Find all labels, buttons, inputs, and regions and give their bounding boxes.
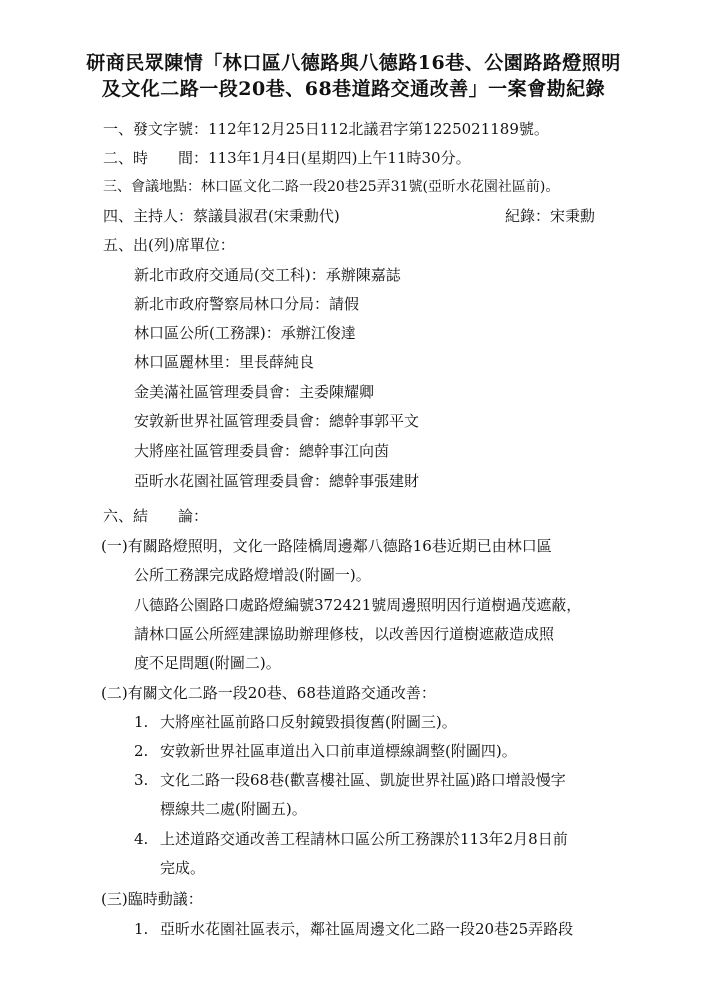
list-item-text: 文化二路一段68巷(歡喜樓社區、凱旋世界社區)路口增設慢字 [160, 771, 566, 789]
section-1-line: 度不足問題(附圖二)。 [134, 654, 281, 672]
item-time: 二、時 間：113年1月4日(星期四)上午11時30分。 [103, 149, 471, 167]
section-3-heading: (三)臨時動議： [101, 890, 203, 908]
section-1-line: 公所工務課完成路燈增設(附圖一)。 [134, 566, 371, 584]
attendee-item: 亞昕水花園社區管理委員會：總幹事張建財 [134, 472, 420, 490]
list-item-text: 亞昕水花園社區表示，鄰社區周邊文化二路一段20巷25弄路段 [160, 920, 574, 938]
item-attendees-heading: 五、出(列)席單位： [103, 236, 235, 254]
item-recorder: 紀錄：宋秉勳 [505, 207, 596, 225]
list-number: 3. [134, 771, 149, 789]
document-title-line-1: 研商民眾陳情「林口區八德路與八德路16巷、公園路路燈照明 [86, 52, 621, 74]
attendee-item: 新北市政府交通局(交工科)：承辦陳嘉誌 [134, 266, 401, 284]
list-item-text: 完成。 [160, 859, 206, 877]
attendee-item: 大將座社區管理委員會：總幹事江向茵 [134, 442, 390, 460]
list-number: 1. [134, 920, 149, 938]
attendee-item: 安敦新世界社區管理委員會：總幹事郭平文 [134, 412, 420, 430]
item-host: 四、主持人：蔡議員淑君(宋秉勳代) [103, 207, 340, 225]
attendee-item: 林口區麗林里：里長薛純良 [134, 353, 315, 371]
section-1-line: (一)有關路燈照明，文化一路陸橋周邊鄰八德路16巷近期已由林口區 [101, 537, 552, 555]
list-item-text: 上述道路交通改善工程請林口區公所工務課於113年2月8日前 [160, 830, 568, 848]
list-item-text: 標線共二處(附圖五)。 [160, 800, 307, 818]
list-item-text: 大將座社區前路口反射鏡毀損復舊(附圖三)。 [160, 713, 457, 731]
item-location: 三、會議地點：林口區文化二路一段20巷25弄31號(亞昕水花園社區前)。 [103, 179, 560, 195]
document-title-line-2: 及文化二路一段20巷、68巷道路交通改善」一案會勘紀錄 [101, 78, 606, 100]
list-number: 1. [134, 713, 149, 731]
section-1-line: 八德路公園路口處路燈編號372421號周邊照明因行道樹過茂遮蔽， [134, 596, 582, 614]
section-1-line: 請林口區公所經建課協助辦理修枝，以改善因行道樹遮蔽造成照 [134, 625, 555, 643]
attendee-item: 新北市政府警察局林口分局：請假 [134, 295, 360, 313]
list-item-text: 安敦新世界社區車道出入口前車道標線調整(附圖四)。 [160, 742, 517, 760]
attendee-item: 金美滿社區管理委員會：主委陳耀卿 [134, 383, 375, 401]
conclusion-heading: 六、結 論： [103, 507, 209, 525]
item-doc-number: 一、發文字號：112年12月25日112北議君字第1225021189號。 [103, 120, 549, 138]
section-2-heading: (二)有關文化二路一段20巷、68巷道路交通改善： [101, 684, 436, 702]
list-number: 2. [134, 742, 149, 760]
list-number: 4. [134, 830, 149, 848]
attendee-item: 林口區公所(工務課)：承辦江俊達 [134, 324, 356, 342]
